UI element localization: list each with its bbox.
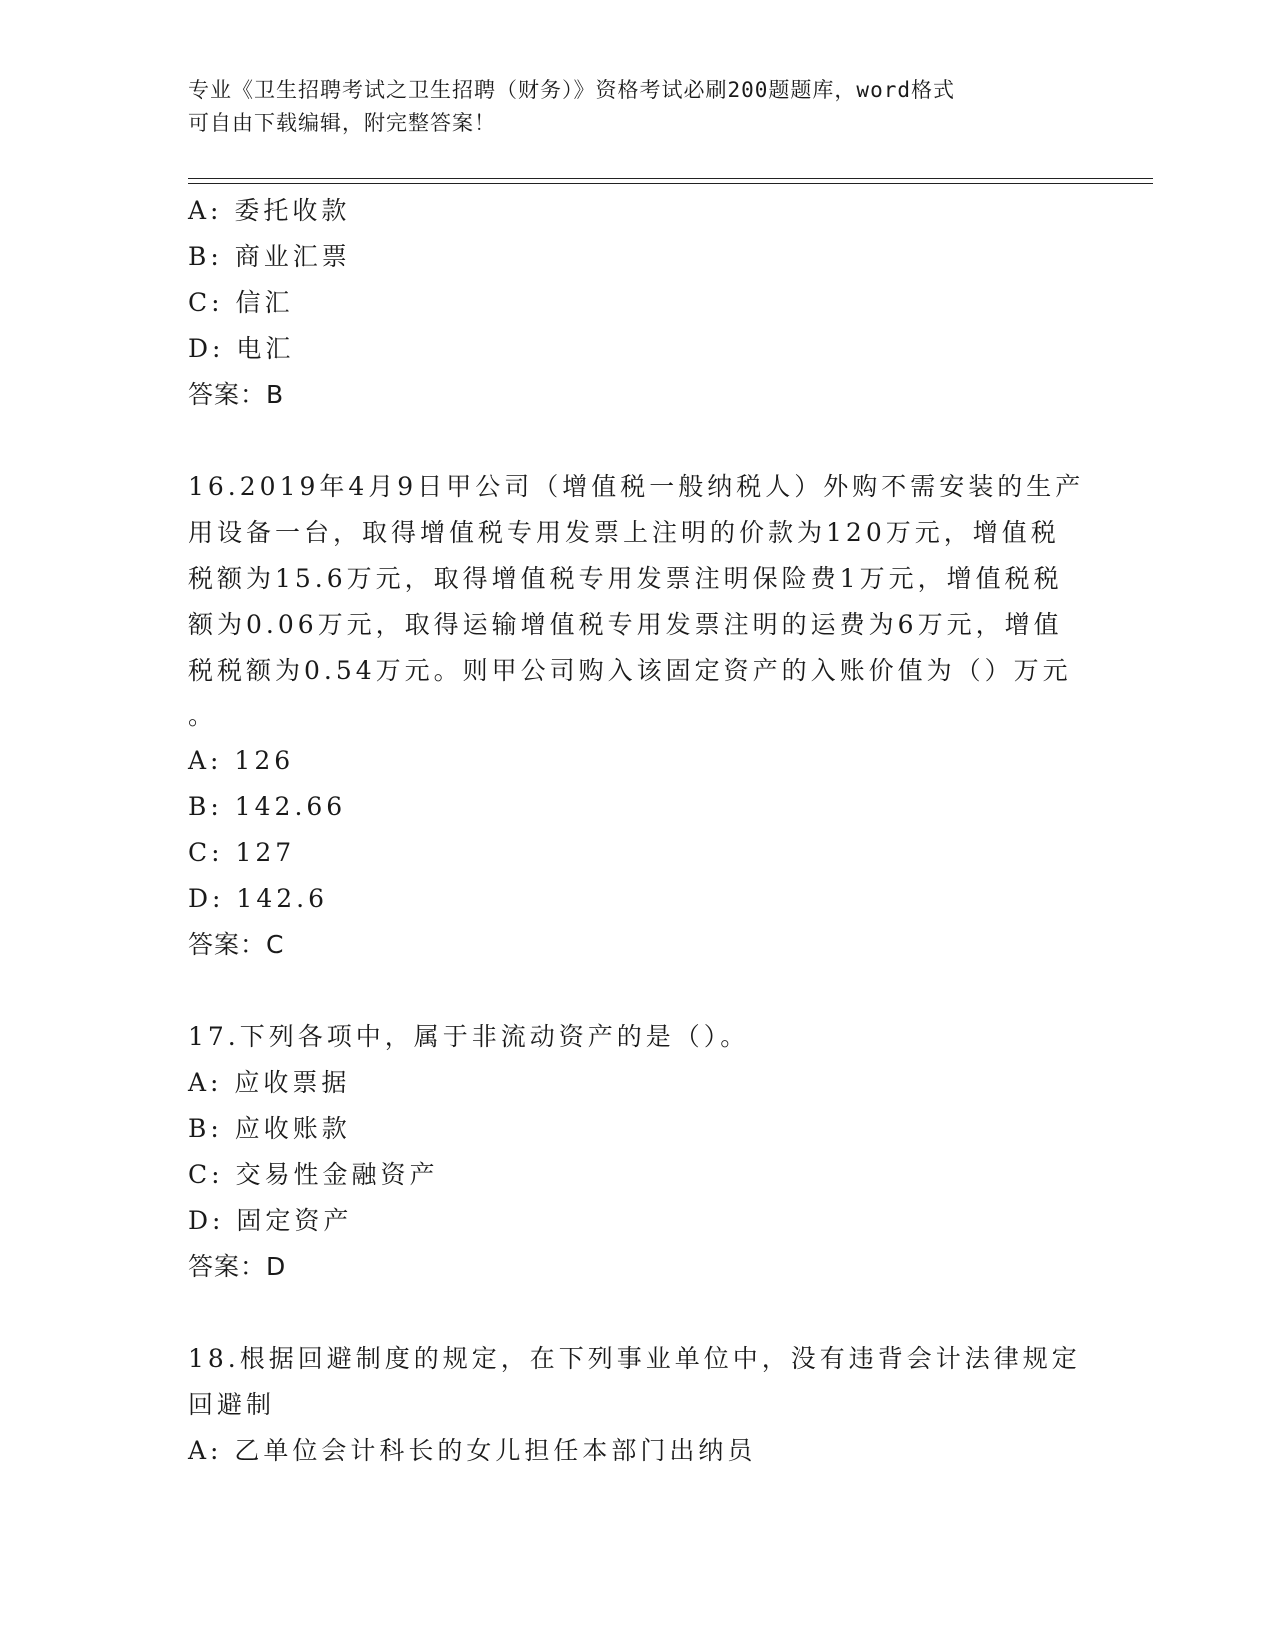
- question-text-line: 16.2019年4月9日甲公司（增值税一般纳税人）外购不需安装的生产: [188, 472, 1085, 501]
- question-text-line: 回避制: [188, 1390, 276, 1419]
- question-text-line: 。: [188, 701, 218, 730]
- question-text-line: 额为0.06万元，取得运输增值税专用发票注明的运费为6万元，增值: [188, 610, 1063, 639]
- option-d: D: 固定资产: [188, 1206, 353, 1235]
- option-c: C: 交易性金融资产: [188, 1160, 439, 1189]
- option-c: C: 信汇: [188, 288, 294, 317]
- header-divider-bottom: [188, 183, 1153, 184]
- option-b: B: 应收账款: [188, 1114, 351, 1143]
- question-text-line: 17.下列各项中，属于非流动资产的是（）。: [188, 1022, 750, 1051]
- option-c: C: 127: [188, 838, 296, 867]
- document-header: [188, 74, 1088, 140]
- question-18: [188, 1336, 1088, 1474]
- question-content: [188, 188, 1088, 1474]
- option-d: D: 电汇: [188, 334, 295, 363]
- header-divider-top: [188, 178, 1153, 179]
- spacer: [188, 418, 1088, 464]
- header-line-1: 专业《卫生招聘考试之卫生招聘（财务）》资格考试必刷200题题库，word格式: [188, 78, 955, 102]
- option-b: B: 142.66: [188, 792, 347, 821]
- question-text-line: 税额为15.6万元，取得增值税专用发票注明保险费1万元，增值税税: [188, 564, 1063, 593]
- prev-question: [188, 188, 1088, 418]
- option-b: B: 商业汇票: [188, 242, 351, 271]
- option-a: A: 126: [188, 746, 295, 775]
- question-16: [188, 464, 1088, 968]
- question-17: [188, 1014, 1088, 1290]
- answer: 答案：C: [188, 930, 285, 959]
- header-line-2: 可自由下载编辑，附完整答案！: [188, 111, 496, 135]
- question-text-line: 18.根据回避制度的规定，在下列事业单位中，没有违背会计法律规定: [188, 1344, 1081, 1373]
- spacer: [188, 1290, 1088, 1336]
- option-a: A: 应收票据: [188, 1068, 351, 1097]
- option-d: D: 142.6: [188, 884, 328, 913]
- option-a: A: 乙单位会计科长的女儿担任本部门出纳员: [188, 1436, 757, 1465]
- option-a: A: 委托收款: [188, 196, 351, 225]
- answer: 答案：D: [188, 1252, 287, 1281]
- question-text-line: 税税额为0.54万元。则甲公司购入该固定资产的入账价值为（）万元: [188, 656, 1072, 685]
- answer: 答案：B: [188, 380, 285, 409]
- question-text-line: 用设备一台，取得增值税专用发票上注明的价款为120万元，增值税: [188, 518, 1060, 547]
- spacer: [188, 968, 1088, 1014]
